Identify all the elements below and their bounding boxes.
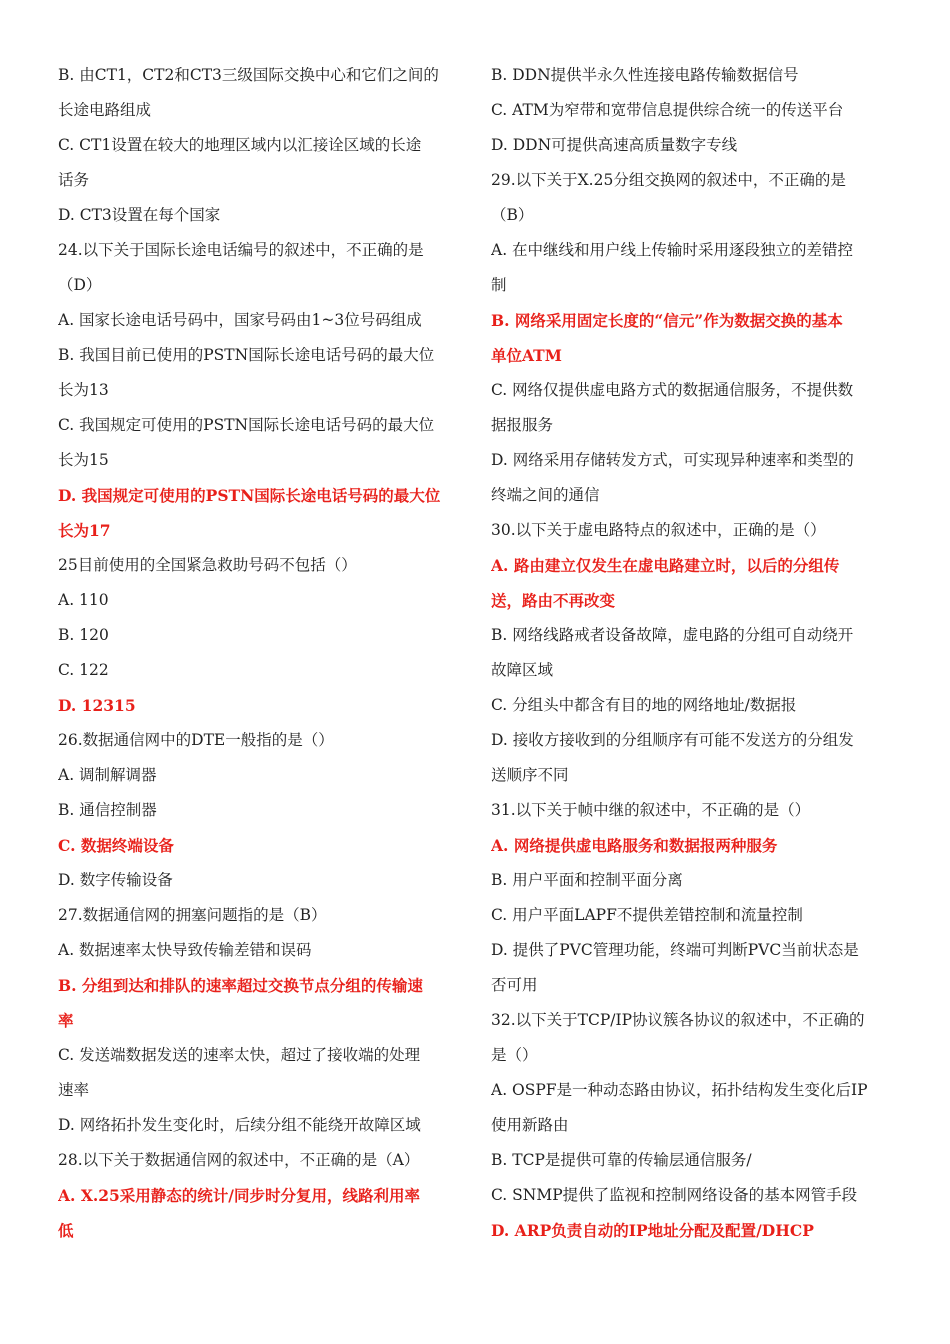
- answer-line: A. X.25采用静态的统计/同步时分复用，线路利用率: [58, 1186, 420, 1205]
- text-line: 故障区域: [491, 661, 554, 679]
- text-line: 否可用: [491, 976, 538, 994]
- left-column: [58, 58, 468, 1248]
- text-line: B. DDN提供半永久性连接电路传输数据信号: [491, 66, 799, 84]
- text-line: A. 数据速率太快导致传输差错和误码: [58, 941, 312, 959]
- answer-line: D. 12315: [58, 696, 136, 715]
- text-line: C. 发送端数据发送的速率太快，超过了接收端的处理: [58, 1046, 421, 1064]
- answer-line: 长为17: [58, 521, 111, 540]
- text-line: D. 网络拓扑发生变化时，后续分组不能绕开故障区域: [58, 1116, 421, 1134]
- text-line: 据报服务: [491, 416, 554, 434]
- text-line: （D）: [58, 276, 102, 294]
- text-line: 终端之间的通信: [491, 486, 600, 504]
- text-line: 是（）: [491, 1046, 538, 1064]
- text-line: 32.以下关于TCP/IP协议簇各协议的叙述中，不正确的: [491, 1011, 865, 1029]
- text-line: C. 网络仅提供虚电路方式的数据通信服务，不提供数: [491, 381, 854, 399]
- answer-line: B. 分组到达和排队的速率超过交换节点分组的传输速: [58, 976, 423, 995]
- text-line: 送顺序不同: [491, 766, 569, 784]
- text-line: B. TCP是提供可靠的传输层通信服务/: [491, 1151, 752, 1169]
- answer-line: B. 网络采用固定长度的“信元”作为数据交换的基本: [491, 311, 843, 330]
- text-line: C. 分组头中都含有目的地的网络地址/数据报: [491, 696, 797, 714]
- text-line: C. CT1设置在较大的地理区域内以汇接诠区域的长途: [58, 136, 422, 154]
- text-line: A. OSPF是一种动态路由协议，拓扑结构发生变化后IP: [491, 1081, 868, 1099]
- answer-line: 率: [58, 1011, 74, 1030]
- text-line: C. SNMP提供了监视和控制网络设备的基本网管手段: [491, 1186, 858, 1204]
- text-line: 25目前使用的全国紧急救助号码不包括（）: [58, 556, 357, 574]
- text-line: 长为13: [58, 381, 109, 399]
- answer-line: C. 数据终端设备: [58, 836, 174, 855]
- answer-line: D. 我国规定可使用的PSTN国际长途电话号码的最大位: [58, 486, 441, 505]
- text-line: C. 我国规定可使用的PSTN国际长途电话号码的最大位: [58, 416, 435, 434]
- text-line: 24.以下关于国际长途电话编号的叙述中，不正确的是: [58, 241, 424, 259]
- text-line: B. 通信控制器: [58, 801, 157, 819]
- text-line: D. 数字传输设备: [58, 871, 173, 889]
- text-line: 30.以下关于虚电路特点的叙述中，正确的是（）: [491, 521, 826, 539]
- text-line: B. 用户平面和控制平面分离: [491, 871, 683, 889]
- text-line: B. 由CT1，CT2和CT3三级国际交换中心和它们之间的: [58, 66, 439, 84]
- text-line: D. 接收方接收到的分组顺序有可能不发送方的分组发: [491, 731, 854, 749]
- text-line: C. 用户平面LAPF不提供差错控制和流量控制: [491, 906, 803, 924]
- text-line: D. CT3设置在每个国家: [58, 206, 221, 224]
- text-line: A. 调制解调器: [58, 766, 157, 784]
- text-line: （B）: [491, 206, 534, 224]
- text-line: 31.以下关于帧中继的叙述中，不正确的是（）: [491, 801, 811, 819]
- text-line: 27.数据通信网的拥塞问题指的是（B）: [58, 906, 327, 924]
- text-line: 26.数据通信网中的DTE一般指的是（）: [58, 731, 334, 749]
- text-line: 长为15: [58, 451, 109, 469]
- text-line: D. 网络采用存储转发方式，可实现异种速率和类型的: [491, 451, 854, 469]
- text-line: A. 110: [58, 591, 109, 609]
- right-column: [491, 58, 901, 1248]
- text-line: B. 120: [58, 626, 109, 644]
- text-line: D. 提供了PVC管理功能，终端可判断PVC当前状态是: [491, 941, 859, 959]
- text-line: B. 我国目前已使用的PSTN国际长途电话号码的最大位: [58, 346, 435, 364]
- text-line: 29.以下关于X.25分组交换网的叙述中，不正确的是: [491, 171, 846, 189]
- answer-line: 低: [58, 1221, 74, 1240]
- text-line: 28.以下关于数据通信网的叙述中，不正确的是（A）: [58, 1151, 420, 1169]
- text-line: A. 国家长途电话号码中，国家号码由1~3位号码组成: [58, 311, 422, 329]
- text-line: C. 122: [58, 661, 109, 679]
- text-line: D. DDN可提供高速高质量数字专线: [491, 136, 738, 154]
- answer-line: A. 路由建立仅发生在虚电路建立时，以后的分组传: [491, 556, 840, 575]
- answer-line: 单位ATM: [491, 346, 562, 365]
- text-line: 话务: [58, 171, 90, 189]
- text-line: 制: [491, 276, 507, 294]
- text-line: C. ATM为窄带和宽带信息提供综合统一的传送平台: [491, 101, 844, 119]
- answer-line: 送，路由不再改变: [491, 591, 616, 610]
- text-line: 速率: [58, 1081, 90, 1099]
- text-line: 使用新路由: [491, 1116, 569, 1134]
- text-line: 长途电路组成: [58, 101, 152, 119]
- text-line: B. 网络线路戒者设备故障，虚电路的分组可自动绕开: [491, 626, 854, 644]
- answer-line: A. 网络提供虚电路服务和数据报两种服务: [491, 836, 778, 855]
- text-line: A. 在中继线和用户线上传输时采用逐段独立的差错控: [491, 241, 854, 259]
- answer-line: D. ARP负责自动的IP地址分配及配置/DHCP: [491, 1221, 814, 1240]
